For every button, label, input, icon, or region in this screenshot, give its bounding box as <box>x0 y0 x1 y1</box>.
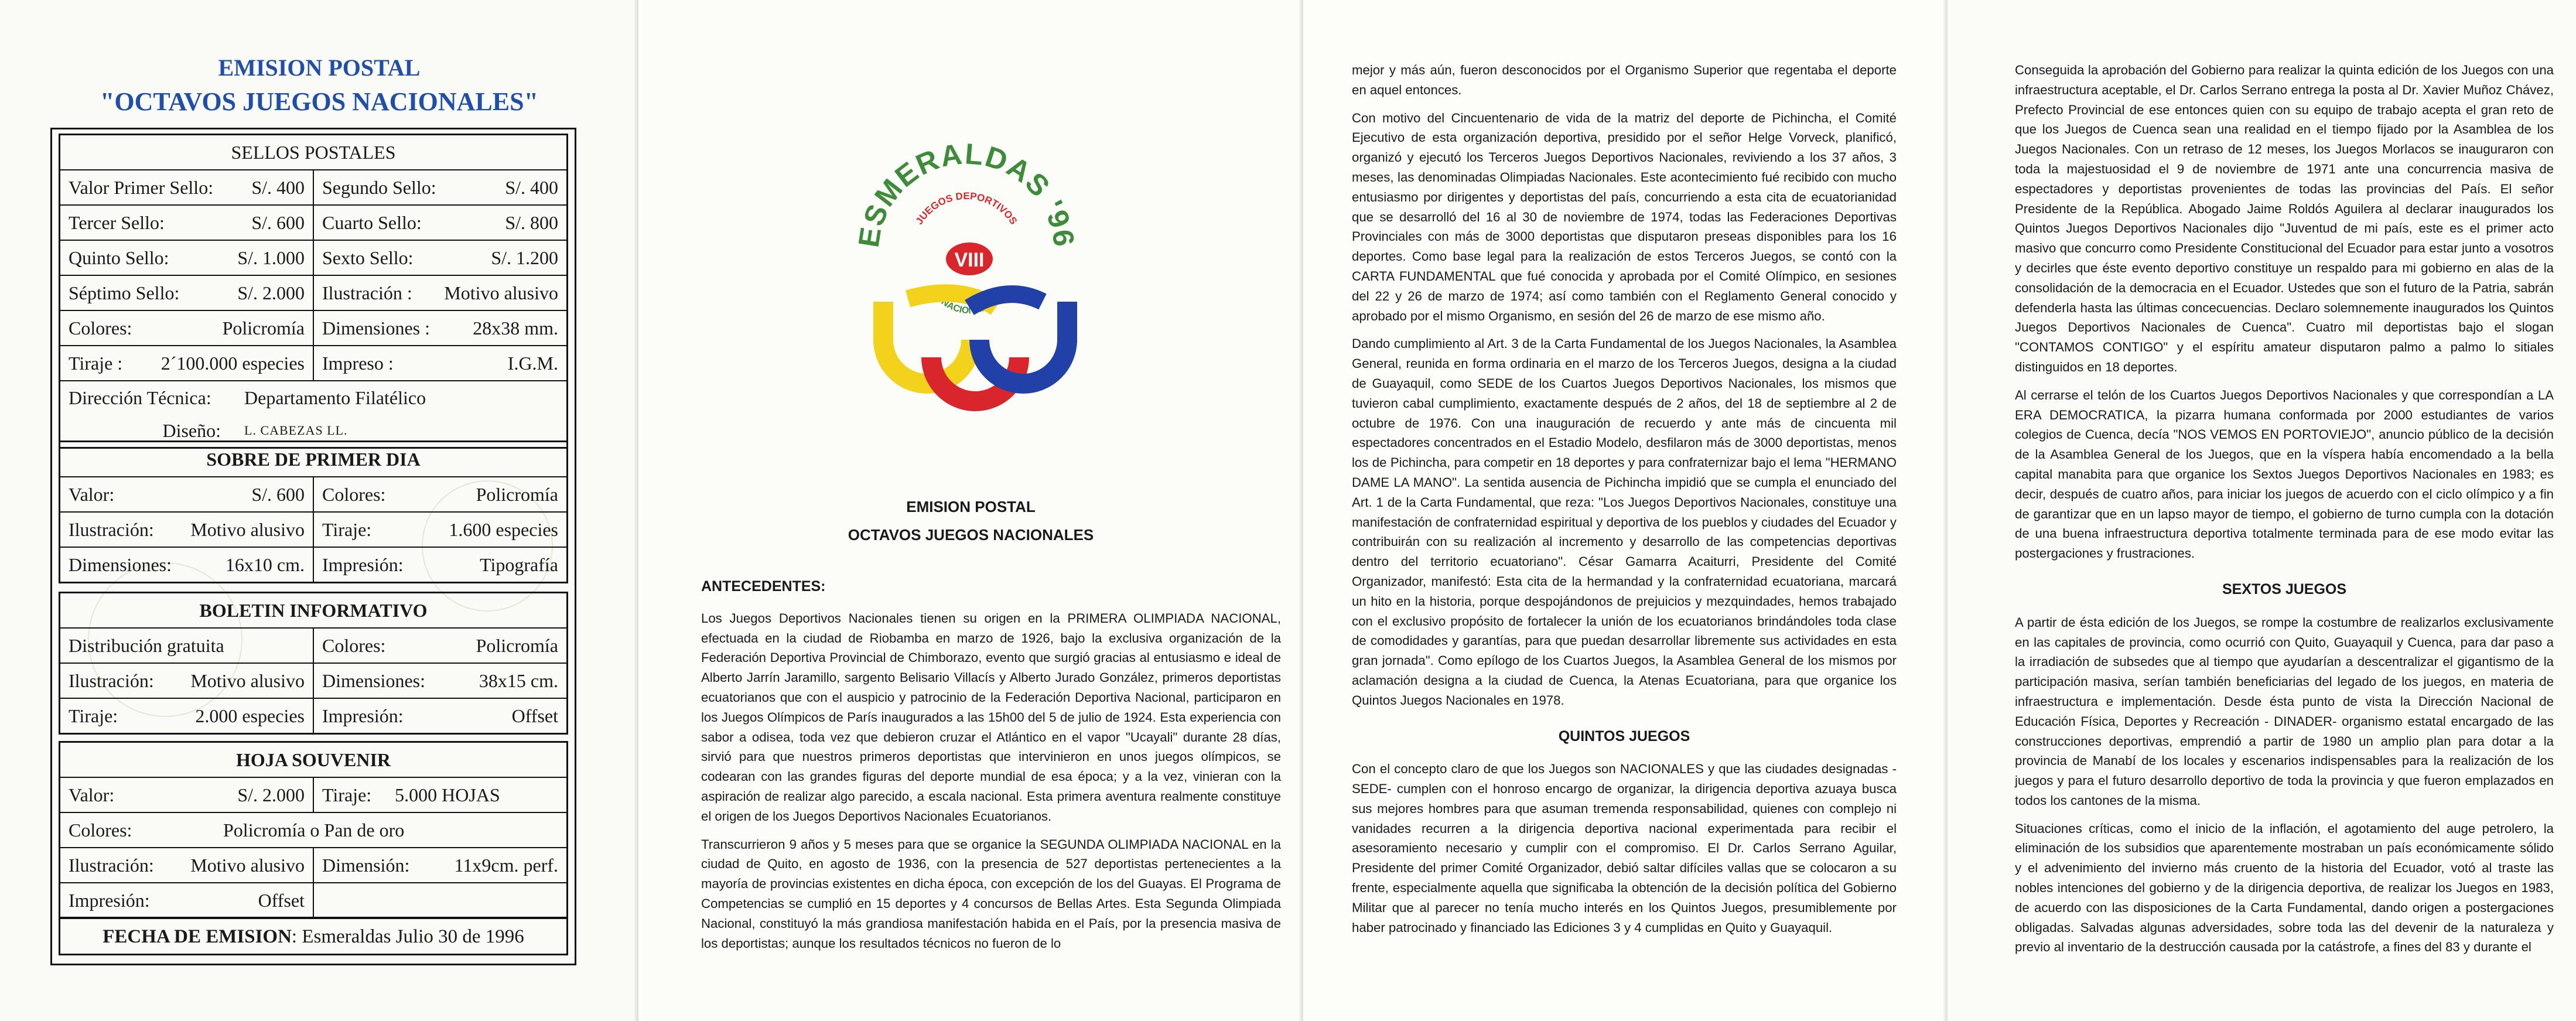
direccion-row: Dirección Técnica: Departamento Filatélico Diseño: L. CABEZAS LL. <box>69 387 426 441</box>
emision-postal-title: EMISION POSTAL <box>218 54 421 81</box>
spec-row: Impresión: Offset <box>60 883 566 917</box>
sobre-primer-dia-section <box>59 441 568 583</box>
spec-row: Quinto Sello: S/. 1.000 Sexto Sello: S/. 1.200 <box>60 241 566 276</box>
history-text <box>1352 60 1897 945</box>
paragraph: Transcurrieron 9 años y 5 meses para que se organice la SEGUNDA OLIMPIADA NACIONAL en la ciudad de Quito, en agosto de 1936, con la presencia de 527 deportistas pertenecientes a la mayoría de provincias existentes en dicha época, con excepción de los del Guayas. El Programa de Competencias se cumplió en 15 deportes y 4 concursos de Bellas Artes. Esta Segunda Olimpiada Nacional, constituyó la más grandiosa manifestación habida en el País, por la presencia masiva de los deportistas; aunque los resultados técnicos no fueron de lo <box>701 836 1281 951</box>
sextos-juegos-heading: SEXTOS JUEGOS <box>2222 580 2347 597</box>
history-panel-1 <box>1303 0 1948 1021</box>
section-header: SOBRE DE PRIMER DIA <box>60 442 566 477</box>
fecha-emision: FECHA DE EMISION: Esmeraldas Julio 30 de 1996 <box>59 917 568 955</box>
paragraph: Dando cumplimiento al Art. 3 de la Carta Fundamental de los Juegos Nacionales, la Asamblea General, reunida en forma ordinaria en el marzo de los Terceros Juegos, designa a la ciudad de Guayaquil, como SEDE de los Cuartos Juegos Deportivos Nacionales, los mismos que tuvieron cabal cumplimiento, exactamente después de 2 años, del 18 de septiembre al 2 de octubre de 1976. Con una inauguración de recuerdo y ante más de cincuenta mil espectadores concentrados en el Estadio Modelo, desfilaron más de 3000 deportistas, menos los de Pichincha, para competir en 18 deportes y para confraternizar bajo el lema "HERMANO DAME LA MANO". La sentida ausencia de Pichincha impidió que se cumpla el enunciado del Art. 1 de la Carta Fundamental, que reza: "Los Juegos Deportivos Nacionales, constituye una manifestación de confraternidad espiritual y deportiva de los pueblos y ciudades del Ecuador y contribuirán con su realización al incremento y desarrollo de las competencias deportivas dentro del territorio ecuatoriano". César Gamarra Acaiturri, Presidente del Comité Organizador, manifestó: Esta cita de la hermandad y la confraternidad ecuatoriana, marcará un hito en la historia, porque despojándonos de prejuicios y mezquindades, hemos trabajado con el exclusivo propósito de fortalecer la unión de los ecuatorianos brindándoles toda clase de comodidades y garantías, para que puedan desarrollar libremente sus actividades en esta gran jornada". Como epílogo de los Cuartos Juegos, la Asamblea General de los mismos por aclamación designa a la ciudad de Cuenca, la Atenas Ecuatoriana, para que organice los Quintos Juegos Nacionales en 1978. <box>1352 336 1897 708</box>
history-text <box>2015 60 2554 965</box>
spec-row: Valor: S/. 2.000 Tiraje: 5.000 HOJAS <box>60 778 566 813</box>
nacionales-arc: NACIONALES <box>939 296 1000 316</box>
spec-row: Ilustración: Motivo alusivo Dimensión: 11x9cm. perf. <box>60 848 566 883</box>
section-header: SELLOS POSTALES <box>60 135 566 170</box>
juegos-deportivos-arc: JUEGOS DEPORTIVOS <box>913 190 1020 227</box>
spec-row: Séptimo Sello: S/. 2.000 Ilustración : Motivo alusivo <box>60 276 566 311</box>
emision-postal-heading: EMISION POSTAL <box>906 498 1036 515</box>
history-panel-2 <box>1948 0 2576 1021</box>
spec-row: Colores: Policromía Dimensiones : 28x38 mm. <box>60 311 566 346</box>
stamp-specs-panel <box>0 0 638 1021</box>
section-header: HOJA SOUVENIR <box>60 743 566 778</box>
spec-row: Valor: S/. 600 Colores: Policromía <box>60 477 566 513</box>
spec-row: Valor Primer Sello: S/. 400 Segundo Sello: S/. 400 <box>60 170 566 206</box>
octavos-juegos-title: "OCTAVOS JUEGOS NACIONALES" <box>100 87 539 116</box>
boletin-informativo-section <box>59 592 568 735</box>
esmeraldas-word: ESMERALDAS '96 <box>852 137 1081 250</box>
paragraph: Con el concepto claro de que los Juegos son NACIONALES y que las ciudades designadas -SEDE- cumplen con el honroso encargo de organizar, la dirigencia deportiva azuaya busca sus mejores hombres para que asuman tremenda responsabilidad, quienes con complejo ni vanidades recurren a la dirigencia deportiva nacional experimentada para recibir el asesoramiento necesario y cumplir con el compromiso. El Dr. Carlos Serrano Aguilar, Presidente del primer Comité Organizador, debió saltar difíciles vallas que se colocaron a su frente, especialmente aquella que significaba la obtención de la decisión política del Gobierno Militar que al parecer no tenía mucho interés en los Quintos Juegos, presumiblemente por haber patrocinado y financiado las Ediciones 3 y 4 cumplidas en Quito y Guayaquil. <box>1352 762 1897 935</box>
spec-row: Ilustración: Motivo alusivo Dimensiones: 38x15 cm. <box>60 664 566 699</box>
cover-panel <box>638 0 1303 1021</box>
spec-row: Distribución gratuita Colores: Policromía <box>60 629 566 664</box>
interlocking-rings-icon <box>873 293 1077 401</box>
section-header: BOLETIN INFORMATIVO <box>60 593 566 629</box>
paragraph: Los Juegos Deportivos Nacionales tienen su origen en la PRIMERA OLIMPIADA NACIONAL, efectuada en la ciudad de Riobamba en marzo de 1926, bajo la exclusiva organización de la Federación Deportiva Provincial de Chimborazo, evento que surgió gracias al entusiasmo e ideal de Alberto Jarrín Jaramillo, sargento Belisario Villacís y Alberto Jurado González, primeros deportistas ecuatorianos que con el auspicio y patrocinio de la Federación Deportiva Nacional, participaron en los Juegos Olímpicos de París inaugurados a las 15h00 del 5 de julio de 1924. Esta experiencia con sabor a odisea, toda vez que debieron cruzar el Atlántico en el vapor "Ucayali" durante 28 días, sirvió para que nuestros primeros deportistas que intervinieron en unos juegos olímpicos, se codearan con las grandes figuras del deporte mundial de esa época; y a la vez, vinieran con la aspiración de realizar algo parecido, a escala nacional. Esta primera aventura realmente constituye el origen de los Juegos Deportivos Nacionales Ecuatorianos. <box>701 610 1281 824</box>
numeral-badge <box>946 243 993 275</box>
antecedentes-heading: ANTECEDENTES: <box>701 578 826 595</box>
svg-text:VIII: VIII <box>954 249 985 271</box>
spec-row: Tiraje: 2.000 especies Impresión: Offset <box>60 699 566 733</box>
paragraph: Situaciones críticas, como el inicio de la inflación, el agotamiento del auge petrolero, la eliminación de los subsidios que aparentemente mostraban un país económicamente sólido y el advenimiento del invierno más cruento de la historia del Ecuador, votó al traste las nobles intenciones del gobierno y de la dirigencia deportiva, de realizar los Juegos en 1983, de acuerdo con las disposiciones de la Carta Fundamental, dando origen a postergaciones obligadas. Salvadas algunas adversidades, sobre toda las del devenir de la naturaleza y previo al inventario de la destrucción causada por la catástrofe, a fines del 83 y durante el <box>2015 821 2554 955</box>
sellos-postales-section <box>59 134 568 449</box>
quintos-juegos-heading: QUINTOS JUEGOS <box>1558 728 1690 745</box>
octavos-juegos-heading: OCTAVOS JUEGOS NACIONALES <box>848 526 1094 544</box>
esmeraldas-96-logo <box>843 105 1089 433</box>
spec-row: Ilustración: Motivo alusivo Tiraje: 1.600 especies <box>60 513 566 548</box>
paragraph: mejor y más aún, fueron desconocidos por el Organismo Superior que regentaba el deporte en aquel entonces. <box>1352 63 1897 97</box>
antecedentes-text <box>701 577 1281 961</box>
hoja-souvenir-section <box>59 741 568 919</box>
paragraph: A partir de ésta edición de los Juegos, se rompe la costumbre de realizarlos exclusivamente en las capitales de provincia, como ocurrió con Quito, Guayaquil y Cuenca, para dar paso a la irradiación de subsedes que al tiempo que ayudarían a descentralizar el gigantismo de la participación masiva, serían también beneficiarias del legado de los juegos, en materia de infraestructura e implementación. Desde ésta punto de vista la Dirección Nacional de Educación Física, Deportes y Recreación - DINADER- organismo estatal encargado de las construcciones deportivas, emprendió a partir de 1980 un amplio plan para dotar a la provincia de Manabí de los locales y escenarios indispensables para la realización de los juegos y para el futuro desarrollo deportivo de toda la provincia y que fueron emplazados en todos los cantones de la misma. <box>2015 614 2554 808</box>
spec-row: Dimensiones: 16x10 cm. Impresión: Tipografía <box>60 548 566 582</box>
spec-row: Colores: Policromía o Pan de oro <box>60 813 566 848</box>
paragraph: Conseguida la aprobación del Gobierno para realizar la quinta edición de los Juegos con una infraestructura aceptable, el Dr. Carlos Serrano entrega la posta al Dr. Xavier Muñoz Chávez, Prefecto Provincial de ese entonces quien con su equipo de trabajo acepta el gran reto de que los Juegos de Cuenca sean una realidad en el tiempo fijado por la Asamblea de los Juegos Nacionales. Con un retraso de 12 meses, los Juegos Morlacos se inauguraron con toda la majestuosidad el 9 de noviembre de 1971 ante una concurrencia masiva de espectadores y deportistas provenientes de todas las provincias del País. El señor Presidente de la República. Abogado Jaime Roldós Aguilera al declarar inaugurados los Quintos Juegos Deportivos Nacionales dijo "Juventud de mi país, este es el primer acto masivo que concurro como Presidente Constitucional del Ecuador para estar junto a vosotros y decirles que éste evento deportivo constituye un respaldo para mi gobierno en alas de la consolidación de la democracia en el Ecuador. Ustedes que son el futuro de la Patria, sabrán defenderla hasta las últimas concecuencias. Declaro solemnemente inaugurados los Quintos Juegos Deportivos Nacionales de Cuenca". Cuatro mil deportistas bajo el slogan "CONTAMOS CONTIGO" y el espíritu amateur disputaron palmo a palmo lo sitiales distinguidos en 18 deportes. <box>2015 63 2554 374</box>
paragraph: Con motivo del Cincuentenario de vida de la matriz del deporte de Pichincha, el Comité Ejecutivo de esta organización deportiva, presidido por el señor Helge Vorveck, planificó, organizó y ejecutó los Terceros Juegos Deportivos Nacionales, reviviendo a los 37 años, 3 meses, las denominadas Olimpiadas Nacionales. Este acontecimiento fué recibido con mucho entusiasmo por dirigentes y deportistas del país, concurriendo a esta cita de ecuatorianidad que se desarrolló del 16 al 30 de noviembre de 1974, todas las Federaciones Deportivas Provinciales con más de 3000 deportistas que disputaron preseas disponibles para los 16 deportes. Como base legal para la realización de estos Terceros Juegos, se contó con la CARTA FUNDAMENTAL que fué conocida y aprobada por el Comité Olímpico, en sesiones del 22 y 26 de marzo de 1974; así como también con el Reglamento General conocido y aprobado por el mismo Organismo, en sesión del 26 de marzo de ese mismo año. <box>1352 110 1897 323</box>
spec-row: Tiraje : 2´100.000 especies Impreso : I.G.M. <box>60 346 566 381</box>
spec-row: Tercer Sello: S/. 600 Cuarto Sello: S/. 800 <box>60 206 566 241</box>
paragraph: Al cerrarse el telón de los Cuartos Juegos Deportivos Nacionales y que correspondían a LA ERA DEMOCRATICA, la pizarra humana conformada por 2000 estudiantes de varios colegios de Cuenca, decía "NOS VEMOS EN PORTOVIEJO", anuncio público de la decisión de la Asamblea General de los Juegos, que en la víspera había encomendado a la bella capital manabita para que organice los Sextos Juegos Deportivos Nacionales en 1983; es decir, después de cuatro años, para iniciar los juegos de acuerdo con el ciclo olímpico y a fin de garantizar que en un lapso mayor de tiempo, el gobierno de turno cumpla con la dotación de una buena infraestructura deportiva totalmente terminada para de ese modo evitar las postergaciones y frustraciones. <box>2015 387 2554 561</box>
